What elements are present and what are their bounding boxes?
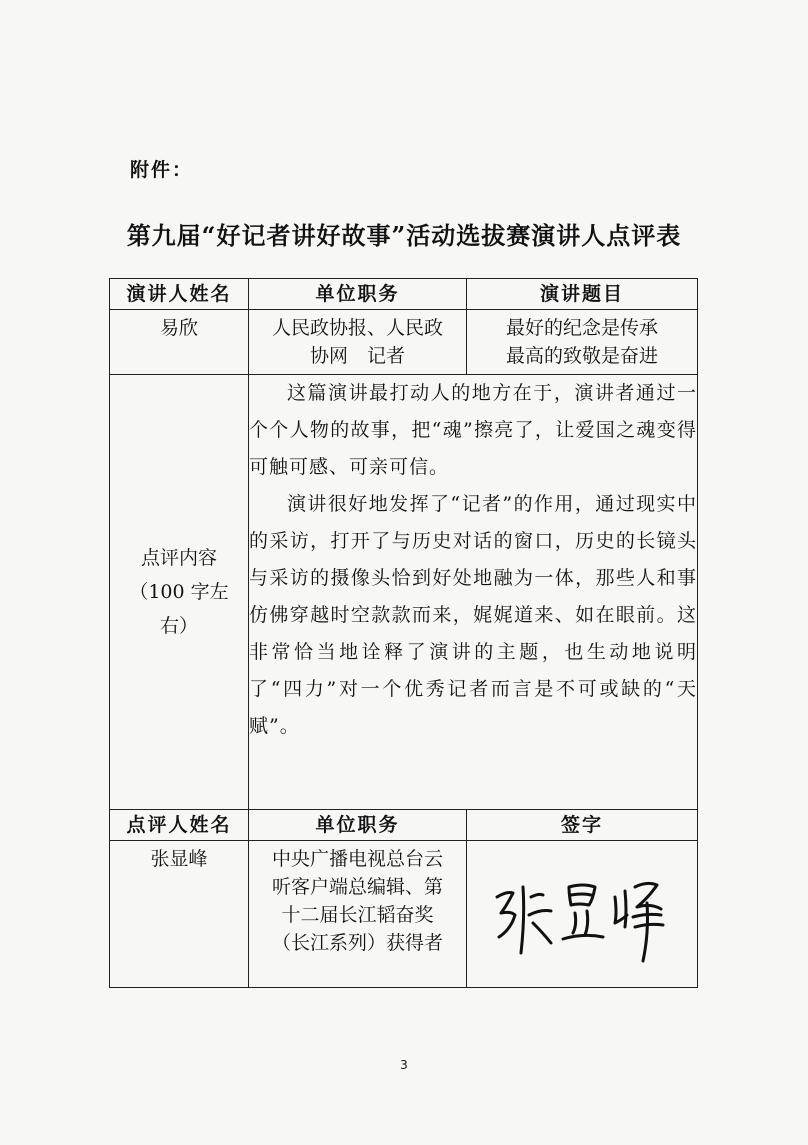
- signature-header: 签字: [467, 810, 698, 841]
- reviewer-organization-line1: 中央广播电视总台云: [271, 848, 443, 870]
- reviewer-organization-line4: （长江系列）获得者: [271, 932, 443, 954]
- speech-topic: [467, 310, 697, 374]
- comment-paragraph-1: 这篇演讲最打动人的地方在于，演讲者通过一个个人物的故事，把“魂”擦亮了，让爱国之魂变得可触可感、可亲可信。: [249, 382, 697, 478]
- comment-label-cell: [110, 375, 249, 810]
- reviewer-organization-line2: 听客户端总编辑、第: [271, 876, 443, 898]
- speaker-name: 易欣: [159, 317, 198, 339]
- reviewer-name: 张显峰: [150, 848, 208, 870]
- reviewer-organization-cell: [249, 841, 467, 988]
- speaker-organization-cell: [249, 310, 467, 375]
- handwritten-signature: [485, 857, 685, 967]
- speaker-name-header: 演讲人姓名: [110, 279, 249, 310]
- reviewer-name-cell: [110, 841, 249, 988]
- review-table: [109, 278, 698, 988]
- speech-topic-line1: 最好的纪念是传承: [505, 317, 658, 339]
- speaker-header-row: [110, 279, 698, 310]
- comment-label-line1: 点评内容: [140, 547, 217, 569]
- speaker-organization-line1: 人民政协报、人民政: [271, 317, 443, 339]
- reviewer-name-header: 点评人姓名: [110, 810, 249, 841]
- comment-label-line3: 右）: [159, 615, 198, 637]
- page-number: 3: [400, 1058, 408, 1072]
- document-title: 第九届“好记者讲好故事”活动选拔赛演讲人点评表: [126, 221, 682, 250]
- comment-row: [110, 375, 698, 810]
- reviewer-organization-line3: 十二届长江韬奋奖: [281, 904, 434, 926]
- speech-topic-header: 演讲题目: [467, 279, 698, 310]
- reviewer-header-row: [110, 810, 698, 841]
- reviewer-organization: [249, 841, 466, 961]
- comment-label-line2: （100 字左: [129, 581, 229, 603]
- speech-topic-line2: 最高的致敬是奋进: [505, 345, 658, 367]
- speaker-organization: [249, 310, 466, 374]
- attachment-label: 附件：: [130, 159, 194, 181]
- speaker-organization-line2: 协网 记者: [309, 345, 405, 367]
- speaker-row: [110, 310, 698, 375]
- signature-cell: [467, 841, 698, 988]
- reviewer-row: [110, 841, 698, 988]
- speaker-name-cell: [110, 310, 249, 375]
- comment-paragraph-2: 演讲很好地发挥了“记者”的作用，通过现实中的采访，打开了与历史对话的窗口，历史的长镜头与采访的摄像头恰到好处地融为一体，那些人和事仿佛穿越时空款款而来，娓娓道来、如在眼前。这非常恰当地诠释了演讲的主题，也生动地说明了“四力”对一个优秀记者而言是不可或缺的“天赋”。: [249, 493, 697, 737]
- comment-body-cell: [249, 375, 698, 810]
- speech-topic-cell: [467, 310, 698, 375]
- reviewer-organization-header: 单位职务: [249, 810, 467, 841]
- speaker-organization-header: 单位职务: [249, 279, 467, 310]
